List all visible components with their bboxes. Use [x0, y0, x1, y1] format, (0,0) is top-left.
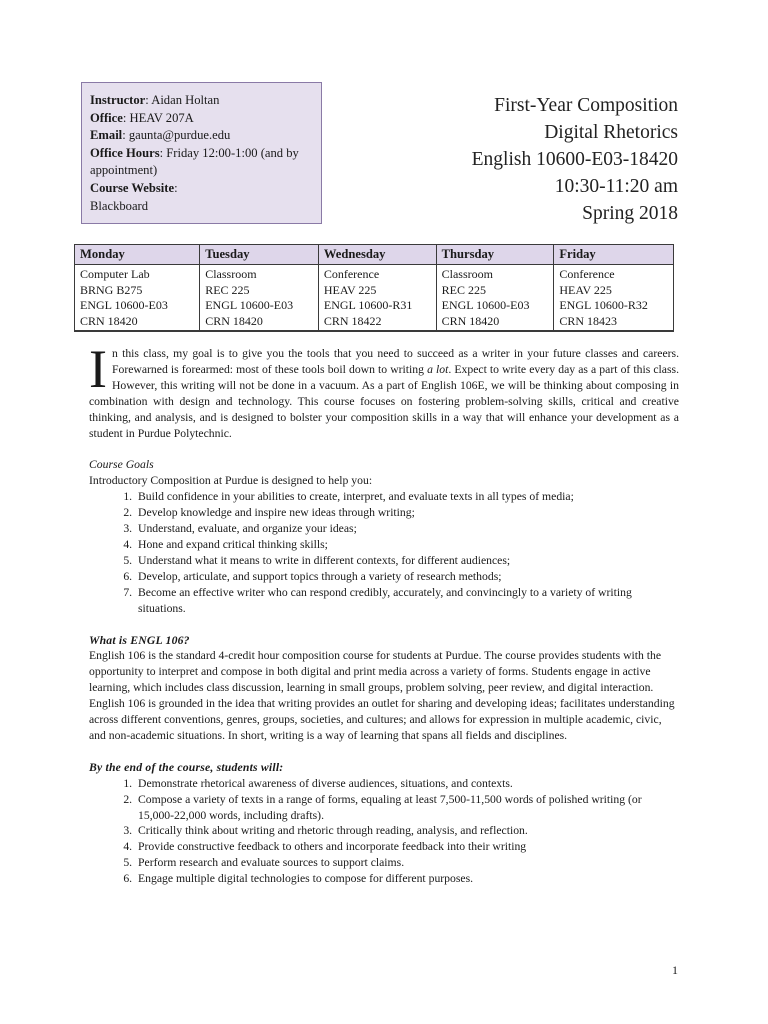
- instructor-value: : Aidan Holtan: [145, 93, 220, 107]
- course-title-line-2: Digital Rhetorics: [544, 122, 678, 143]
- schedule-crn: CRN 18420: [205, 313, 263, 328]
- schedule-day-header: Monday: [75, 245, 200, 265]
- email-value[interactable]: : gaunta@purdue.edu: [122, 128, 231, 143]
- schedule-day-header: Wednesday: [318, 245, 436, 265]
- list-item: 1. Build confidence in your abilities to create, interpret, and evaluate texts in all types of media;: [135, 489, 679, 505]
- office-value: : HEAV 207A: [122, 110, 194, 125]
- schedule-room: HEAV 225: [559, 282, 612, 297]
- schedule-room-type: Classroom: [205, 267, 257, 281]
- office-hours-label: Office Hours: [90, 145, 160, 160]
- schedule-cell-monday: [75, 265, 200, 332]
- schedule-cell-wednesday: [318, 265, 436, 332]
- schedule-crn: CRN 18423: [559, 313, 618, 328]
- list-item: 7. Become an effective writer who can respond credibly, accurately, and convincingly to a variety of writing situations.: [135, 585, 679, 617]
- schedule-room: HEAV 225: [323, 282, 377, 297]
- schedule-crn: CRN 18422: [323, 313, 382, 328]
- schedule-room-type: Computer Lab: [80, 267, 150, 281]
- schedule-day-header: Friday: [554, 245, 674, 265]
- list-item: 6. Develop, articulate, and support topics through a variety of research methods;: [135, 569, 679, 585]
- course-title-line-3: English 10600-E03-18420: [471, 149, 678, 170]
- course-website-colon: :: [174, 180, 178, 195]
- list-item: 5. Perform research and evaluate sources to support claims.: [135, 855, 679, 871]
- list-item: 4. Hone and expand critical thinking skills;: [135, 537, 679, 553]
- page-number: 1: [672, 963, 678, 977]
- what-is-engl-heading: What is ENGL 106?: [89, 633, 190, 647]
- schedule-cell-thursday: [436, 265, 554, 332]
- list-item: 2. Develop knowledge and inspire new ideas through writing;: [135, 505, 679, 521]
- schedule-section: ENGL 10600-R31: [323, 298, 413, 313]
- list-item: 1. Demonstrate rhetorical awareness of diverse audiences, situations, and contexts.: [135, 776, 679, 792]
- schedule-day-header: Tuesday: [200, 245, 319, 265]
- drop-cap: I: [89, 339, 107, 399]
- intro-text-b: . Expect to write every day as a part of this class. However, this writing will not be done in a vacuum. As a part of English 106E, we will be thinking about composing in combination with design and technology. This course focuses on fostering problem-solving skills, critical and creative thinking, and analysis, and is designed to bolster your composition skills in a way that will enhance your development as a student in Purdue Polytechnic.: [89, 362, 680, 440]
- course-title-block: [472, 92, 678, 227]
- course-goals-lead: Introductory Composition at Purdue is designed to help you:: [89, 474, 373, 488]
- list-item: 4. Provide constructive feedback to others and incorporate feedback into their writing: [135, 839, 679, 855]
- syllabus-body: [89, 339, 680, 887]
- instructor-line: [90, 92, 313, 110]
- schedule-room-type: Classroom: [441, 267, 493, 281]
- schedule-section: ENGL 10600-E03: [80, 298, 168, 313]
- intro-emphasis: a lot: [427, 362, 449, 376]
- schedule-room: REC 225: [205, 282, 250, 297]
- schedule-cell-tuesday: [200, 265, 319, 332]
- instructor-info-box: [81, 82, 322, 224]
- email-line: [90, 127, 313, 145]
- list-item: 6. Engage multiple digital technologies to compose for different purposes.: [135, 871, 679, 887]
- list-item: 3. Critically think about writing and rhetoric through reading, analysis, and reflection.: [135, 823, 679, 839]
- schedule-section: ENGL 10600-E03: [205, 298, 294, 313]
- office-line: [90, 110, 313, 128]
- list-item: 3. Understand, evaluate, and organize your ideas;: [135, 521, 679, 537]
- schedule-section: ENGL 10600-E03: [441, 298, 530, 313]
- schedule-body-row: [75, 265, 674, 332]
- outcomes-list: [89, 776, 679, 887]
- office-label: Office: [90, 110, 123, 125]
- email-label: Email: [90, 128, 123, 143]
- schedule-day-header: Thursday: [436, 245, 554, 265]
- course-website-label: Course Website: [90, 180, 175, 195]
- schedule-room-type: Conference: [559, 267, 615, 281]
- schedule-room: BRNG B275: [80, 282, 143, 297]
- course-goals-list: [89, 489, 679, 616]
- list-item: 2. Compose a variety of texts in a range of forms, equaling at least 7,500-11,500 words of polished writing (or 15,000-22,000 words, including drafts).: [135, 792, 679, 824]
- course-title-line-4: 10:30-11:20 am: [554, 176, 678, 197]
- schedule-crn: CRN 18420: [441, 313, 500, 328]
- course-goals-heading: Course Goals: [89, 458, 154, 472]
- schedule-room-type: Conference: [323, 267, 380, 281]
- intro-text-a: n this class, my goal is to give you the tools that you need to succeed as a writer in your future classes and careers. Forewarned is forearmed: most of these tools boil down to writing: [111, 347, 679, 376]
- schedule-section: ENGL 10600-R32: [559, 298, 648, 313]
- schedule-header-row: [75, 245, 674, 265]
- schedule-crn: CRN 18420: [80, 313, 138, 328]
- course-website-line: [90, 180, 313, 198]
- course-website-value: Blackboard: [90, 198, 149, 213]
- weekly-schedule-table: [74, 244, 674, 332]
- instructor-label: Instructor: [90, 93, 146, 107]
- intro-paragraph: [89, 339, 680, 441]
- what-is-engl-paragraph: English 106 is the standard 4-credit hour composition course for students at Purdue. The course provides students with the opportunity to interpret and compose in both digital and print media across a variety of forms. Students engage in active learning, which includes class discussion, learning in small groups, problem solving, peer review, and digital interaction. English 106 is grounded in the idea that writing provides an outlet for sharing and developing ideas; facilitates understanding across different conventions, genres, groups, societies, and cultures; and allows for expression in multiple academic, civic, and non-academic situations. In short, writing is a way of learning that spans all fields and disciplines.: [89, 649, 675, 742]
- course-title-line-5: Spring 2018: [582, 203, 678, 224]
- schedule-cell-friday: [554, 265, 674, 332]
- outcomes-heading: By the end of the course, students will:: [89, 760, 284, 774]
- schedule-room: REC 225: [441, 282, 486, 297]
- office-hours-line: [90, 145, 313, 180]
- list-item: 5. Understand what it means to write in different contexts, for different audiences;: [135, 553, 679, 569]
- office-hours-value: : Friday 12:00-1:00 (and by appointment): [90, 145, 299, 178]
- course-title-line-1: First-Year Composition: [494, 95, 678, 116]
